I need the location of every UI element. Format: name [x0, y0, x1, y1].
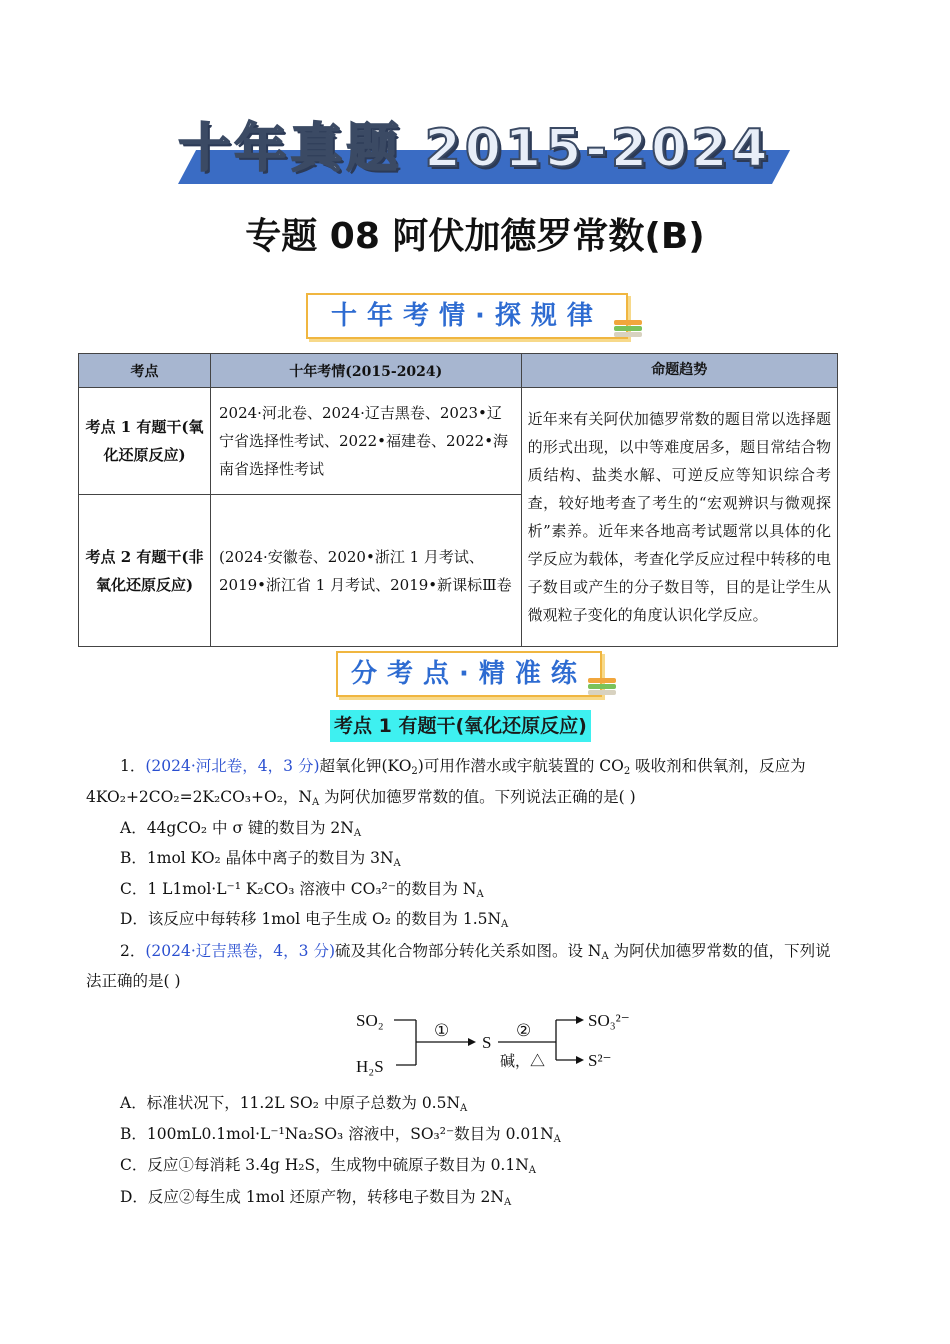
section-tag-trend: 十年考情·探规律 [306, 293, 628, 339]
label-so3: SO₃²⁻ [588, 1011, 630, 1030]
option-text: B．100mL0.1mol·L⁻¹Na₂SO₃ 溶液中，SO₃²⁻数目为 0.01N [120, 1125, 554, 1143]
question-number: 1． [120, 757, 146, 775]
option-d[interactable]: D．该反应中每转移 1mol 电子生成 O₂ 的数目为 $1.5N_A$ [120, 910, 509, 930]
stem-text: 吸收剂和供氧剂，反应为 [630, 757, 806, 775]
option-text: C．反应①每消耗 3.4g H₂S，生成物中硫原子数目为 0.1N [120, 1156, 529, 1174]
stem-text: 为阿伏加德罗常数的值。下列说法正确的是( ) [319, 788, 636, 806]
table-cell-point: 考点 2 有题干(非氧化还原反应) [79, 495, 211, 647]
books-icon [588, 678, 616, 698]
books-icon [614, 320, 642, 340]
option-d[interactable]: D．反应②每生成 1mol 还原产物，转移电子数目为 $2N_A$ [120, 1188, 512, 1208]
table-header: 考点 [79, 354, 211, 388]
arrow-head [468, 1038, 476, 1046]
label-h2s: H₂S [356, 1057, 384, 1076]
table-cell-history: (2024·安徽卷、2020•浙江 1 月考试、2019•浙江省 1 月考试、2019•新课标Ⅲ卷 [211, 495, 522, 647]
page-title: 专题 08 阿伏加德罗常数(B) [245, 216, 705, 257]
question-2-stem-2: 法正确的是( ) [86, 972, 181, 990]
question-2-stem: 2．(2024·辽吉黑卷，4，3 分)硫及其化合物部分转化关系如图。设 $N_A$ 为阿伏加德罗常数的值，下列说 [120, 942, 831, 962]
question-1-equation: 4KO₂+2CO₂=2K₂CO₃+O₂，$N_A$ 为阿伏加德罗常数的值。下列说法正确的是( ) [86, 788, 636, 808]
arrow-head [576, 1016, 584, 1024]
stem-text: )可用作潜水或宇航装置的 CO [417, 757, 624, 775]
question-number: 2． [120, 942, 146, 960]
option-text: D．该反应中每转移 1mol 电子生成 O₂ 的数目为 1.5N [120, 910, 502, 928]
question-source: (2024·辽吉黑卷，4，3 分) [145, 942, 335, 960]
stem-text: 超氧化钾(KO [319, 757, 412, 775]
table-cell-point: 考点 1 有题干(氧化还原反应) [79, 388, 211, 495]
section-heading: 考点 1 有题干(氧化还原反应) [330, 710, 591, 742]
label-condition: 碱，△ [500, 1054, 546, 1070]
stem-text: 硫及其化合物部分转化关系如图。设 N [335, 942, 602, 960]
label-so2: SO₂ [356, 1011, 384, 1030]
table-cell-history: 2024·河北卷、2024·辽吉黑卷、2023•辽宁省选择性考试、2022•福建卷、2022•海南省选择性考试 [211, 388, 522, 495]
table-header: 命题趋势 [521, 354, 837, 388]
label-s: S [482, 1033, 492, 1052]
option-text: D．反应②每生成 1mol 还原产物，转移电子数目为 2N [120, 1188, 504, 1206]
label-step2: ② [516, 1021, 532, 1040]
banner-text: 十年真题 2015-2024 [178, 119, 772, 179]
overview-table [78, 353, 838, 647]
option-text: C．1 L1mol·L⁻¹ K₂CO₃ 溶液中 CO₃²⁻的数目为 N [120, 880, 477, 898]
option-a[interactable]: A．标准状况下，11.2L SO₂ 中原子总数为 $0.5N_A$ [120, 1094, 468, 1114]
option-text: B．1mol KO₂ 晶体中离子的数目为 3N [120, 849, 394, 867]
section-tag-practice: 分考点·精准练 [336, 651, 602, 697]
option-text: A．44gCO₂ 中 σ 键的数目为 2N [120, 819, 354, 837]
table-cell-trend: 近年来有关阿伏加德罗常数的题目常以选择题的形式出现，以中等难度居多，题目常结合物质结构、盐类水解、可逆反应等知识综合考查，较好地考查了考生的“宏观辨识与微观探析”素养。近年来各地高考试题常以具体的化学反应为载体，考查化学反应过程中转移的电子数目或产生的分子数目等，目的是让学生从微观粒子变化的角度认识化学反应。 [521, 388, 837, 647]
stem-text: 为阿伏加德罗常数的值，下列说 [608, 942, 831, 960]
option-b[interactable]: B．1mol KO₂ 晶体中离子的数目为 $3N_A$ [120, 849, 401, 869]
option-c[interactable]: C．1 L1mol·L⁻¹ K₂CO₃ 溶液中 CO₃²⁻的数目为 $N_A$ [120, 880, 484, 900]
option-c[interactable]: C．反应①每消耗 3.4g H₂S，生成物中硫原子数目为 $0.1N_A$ [120, 1156, 537, 1176]
sulfur-conversion-diagram [350, 1002, 650, 1082]
question-source: (2024·河北卷，4，3 分) [145, 757, 320, 775]
option-a[interactable]: A．44gCO₂ 中 σ 键的数目为 $2N_A$ [120, 819, 362, 839]
table-header: 十年考情(2015-2024) [211, 354, 522, 388]
label-s2: S²⁻ [588, 1051, 612, 1070]
option-text: A．标准状况下，11.2L SO₂ 中原子总数为 0.5N [120, 1094, 461, 1112]
arrow-head [576, 1056, 584, 1064]
stem-text: 4KO₂+2CO₂=2K₂CO₃+O₂，N [86, 788, 312, 806]
question-1-stem: 1．(2024·河北卷，4，3 分)超氧化钾$(KO_2)$可用作潜水或宇航装置的 $CO_2$ 吸收剂和供氧剂，反应为 [120, 757, 806, 777]
title-banner [178, 118, 772, 186]
option-b[interactable]: B．100mL0.1mol·L⁻¹Na₂SO₃ 溶液中，SO₃²⁻数目为 $0.01N_A$ [120, 1125, 561, 1145]
label-step1: ① [434, 1021, 450, 1040]
